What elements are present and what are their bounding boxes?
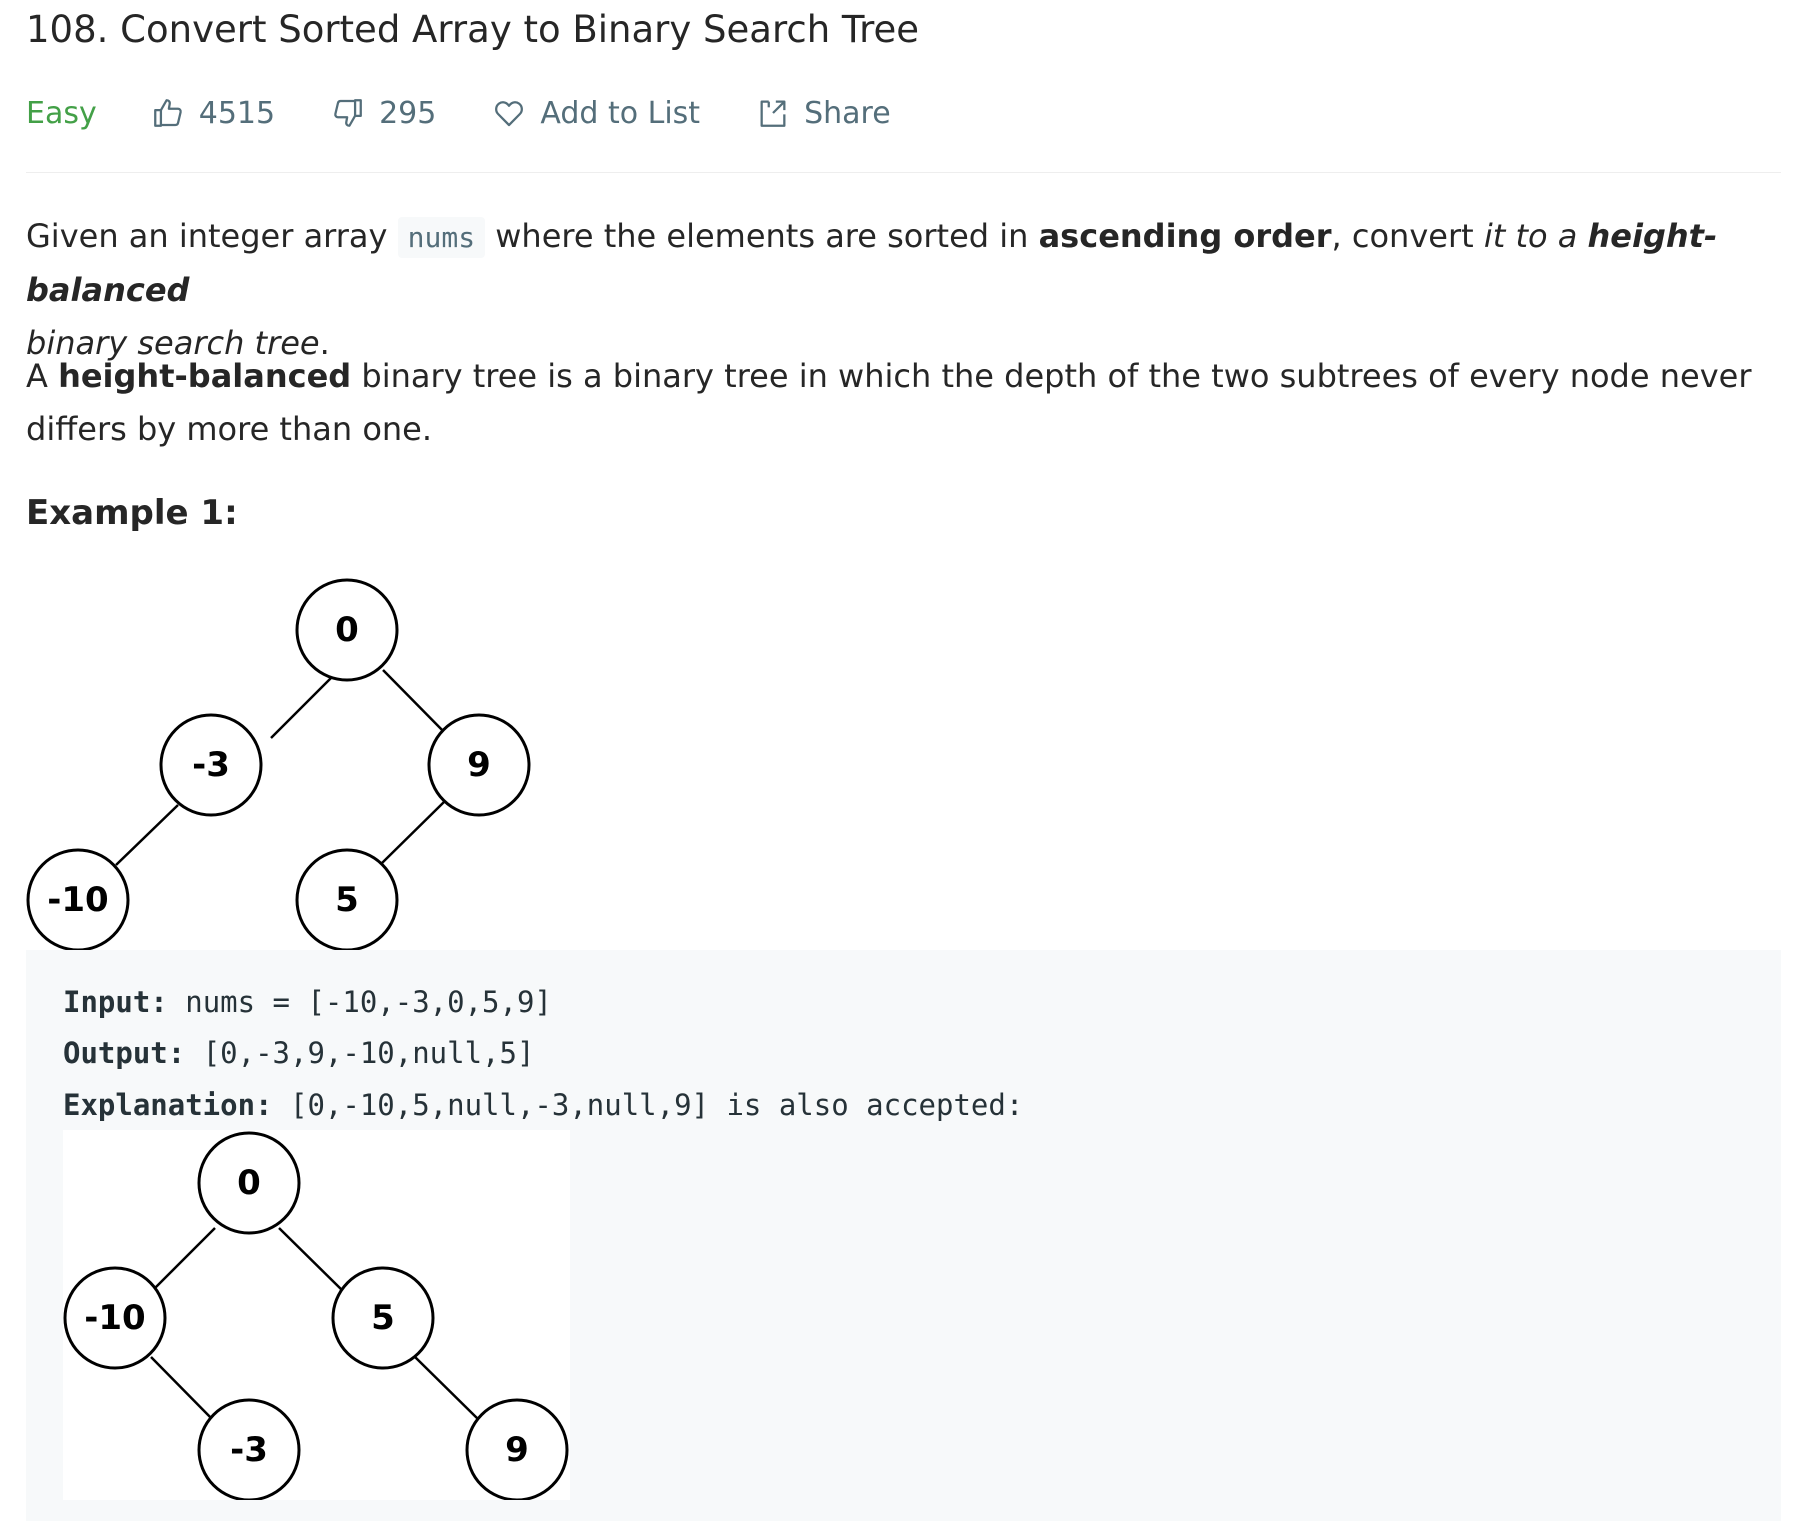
add-to-list-label: Add to List (540, 95, 701, 131)
like-button[interactable] (151, 96, 275, 131)
svg-text:5: 5 (371, 1298, 395, 1338)
dislike-count: 295 (379, 95, 437, 131)
example-input-line: Input: nums = [-10,-3,0,5,9] (63, 985, 552, 1019)
share-button[interactable] (756, 96, 891, 131)
tree-node (65, 1268, 165, 1368)
problem-meta-bar (26, 88, 947, 138)
svg-text:9: 9 (505, 1430, 529, 1470)
svg-text:-10: -10 (47, 880, 109, 920)
example-explanation-line: Explanation: [0,-10,5,null,-3,null,9] is also accepted: (63, 1088, 1024, 1122)
tree-edge (383, 670, 449, 737)
svg-text:-3: -3 (230, 1430, 268, 1470)
difficulty-badge: Easy (26, 95, 97, 131)
svg-text:0: 0 (237, 1163, 261, 1203)
tree-edge (382, 802, 444, 863)
tree-edge (415, 1357, 481, 1422)
tree-node (161, 715, 261, 815)
thumbs-down-icon (331, 96, 365, 130)
tree-edge (151, 1228, 215, 1292)
heart-icon (492, 96, 526, 130)
alternate-tree-panel (63, 1130, 570, 1500)
svg-text:-10: -10 (84, 1298, 146, 1338)
example-1-tree-diagram (26, 570, 566, 955)
add-to-list-button[interactable] (492, 96, 700, 131)
svg-text:0: 0 (335, 610, 359, 650)
description-paragraph-2: A height-balanced binary tree is a binary tree in which the depth of the two subtrees of every node never differs by more than one. (26, 357, 1752, 448)
header-divider (26, 172, 1781, 173)
tree-node (199, 1133, 299, 1233)
example-output-line: Output: [0,-3,9,-10,null,5] (63, 1036, 535, 1070)
like-count: 4515 (198, 95, 276, 131)
svg-text:5: 5 (335, 880, 359, 920)
tree-node (28, 850, 128, 950)
svg-text:-3: -3 (192, 745, 230, 785)
tree-edge (116, 805, 178, 865)
tree-node (467, 1400, 567, 1500)
dislike-button[interactable] (331, 96, 436, 131)
tree-edge (279, 1228, 346, 1294)
share-icon (756, 96, 790, 130)
tree-edge (151, 1357, 215, 1422)
description-paragraph-1: Given an integer array nums where the elements are sorted in ascending order, convert it to a height-balanced binary search tree. (26, 217, 1718, 362)
tree-node (297, 850, 397, 950)
tree-node (333, 1268, 433, 1368)
tree-node (199, 1400, 299, 1500)
share-label: Share (804, 95, 891, 131)
tree-edge (271, 670, 339, 738)
example-1-title: Example 1: (26, 493, 238, 533)
thumbs-up-icon (151, 96, 185, 130)
tree-node (429, 715, 529, 815)
alternate-tree-diagram (63, 1130, 570, 1500)
tree-node (297, 580, 397, 680)
svg-text:9: 9 (467, 745, 491, 785)
problem-title: 108. Convert Sorted Array to Binary Search Tree (26, 8, 920, 51)
inline-code-nums: nums (398, 217, 485, 258)
